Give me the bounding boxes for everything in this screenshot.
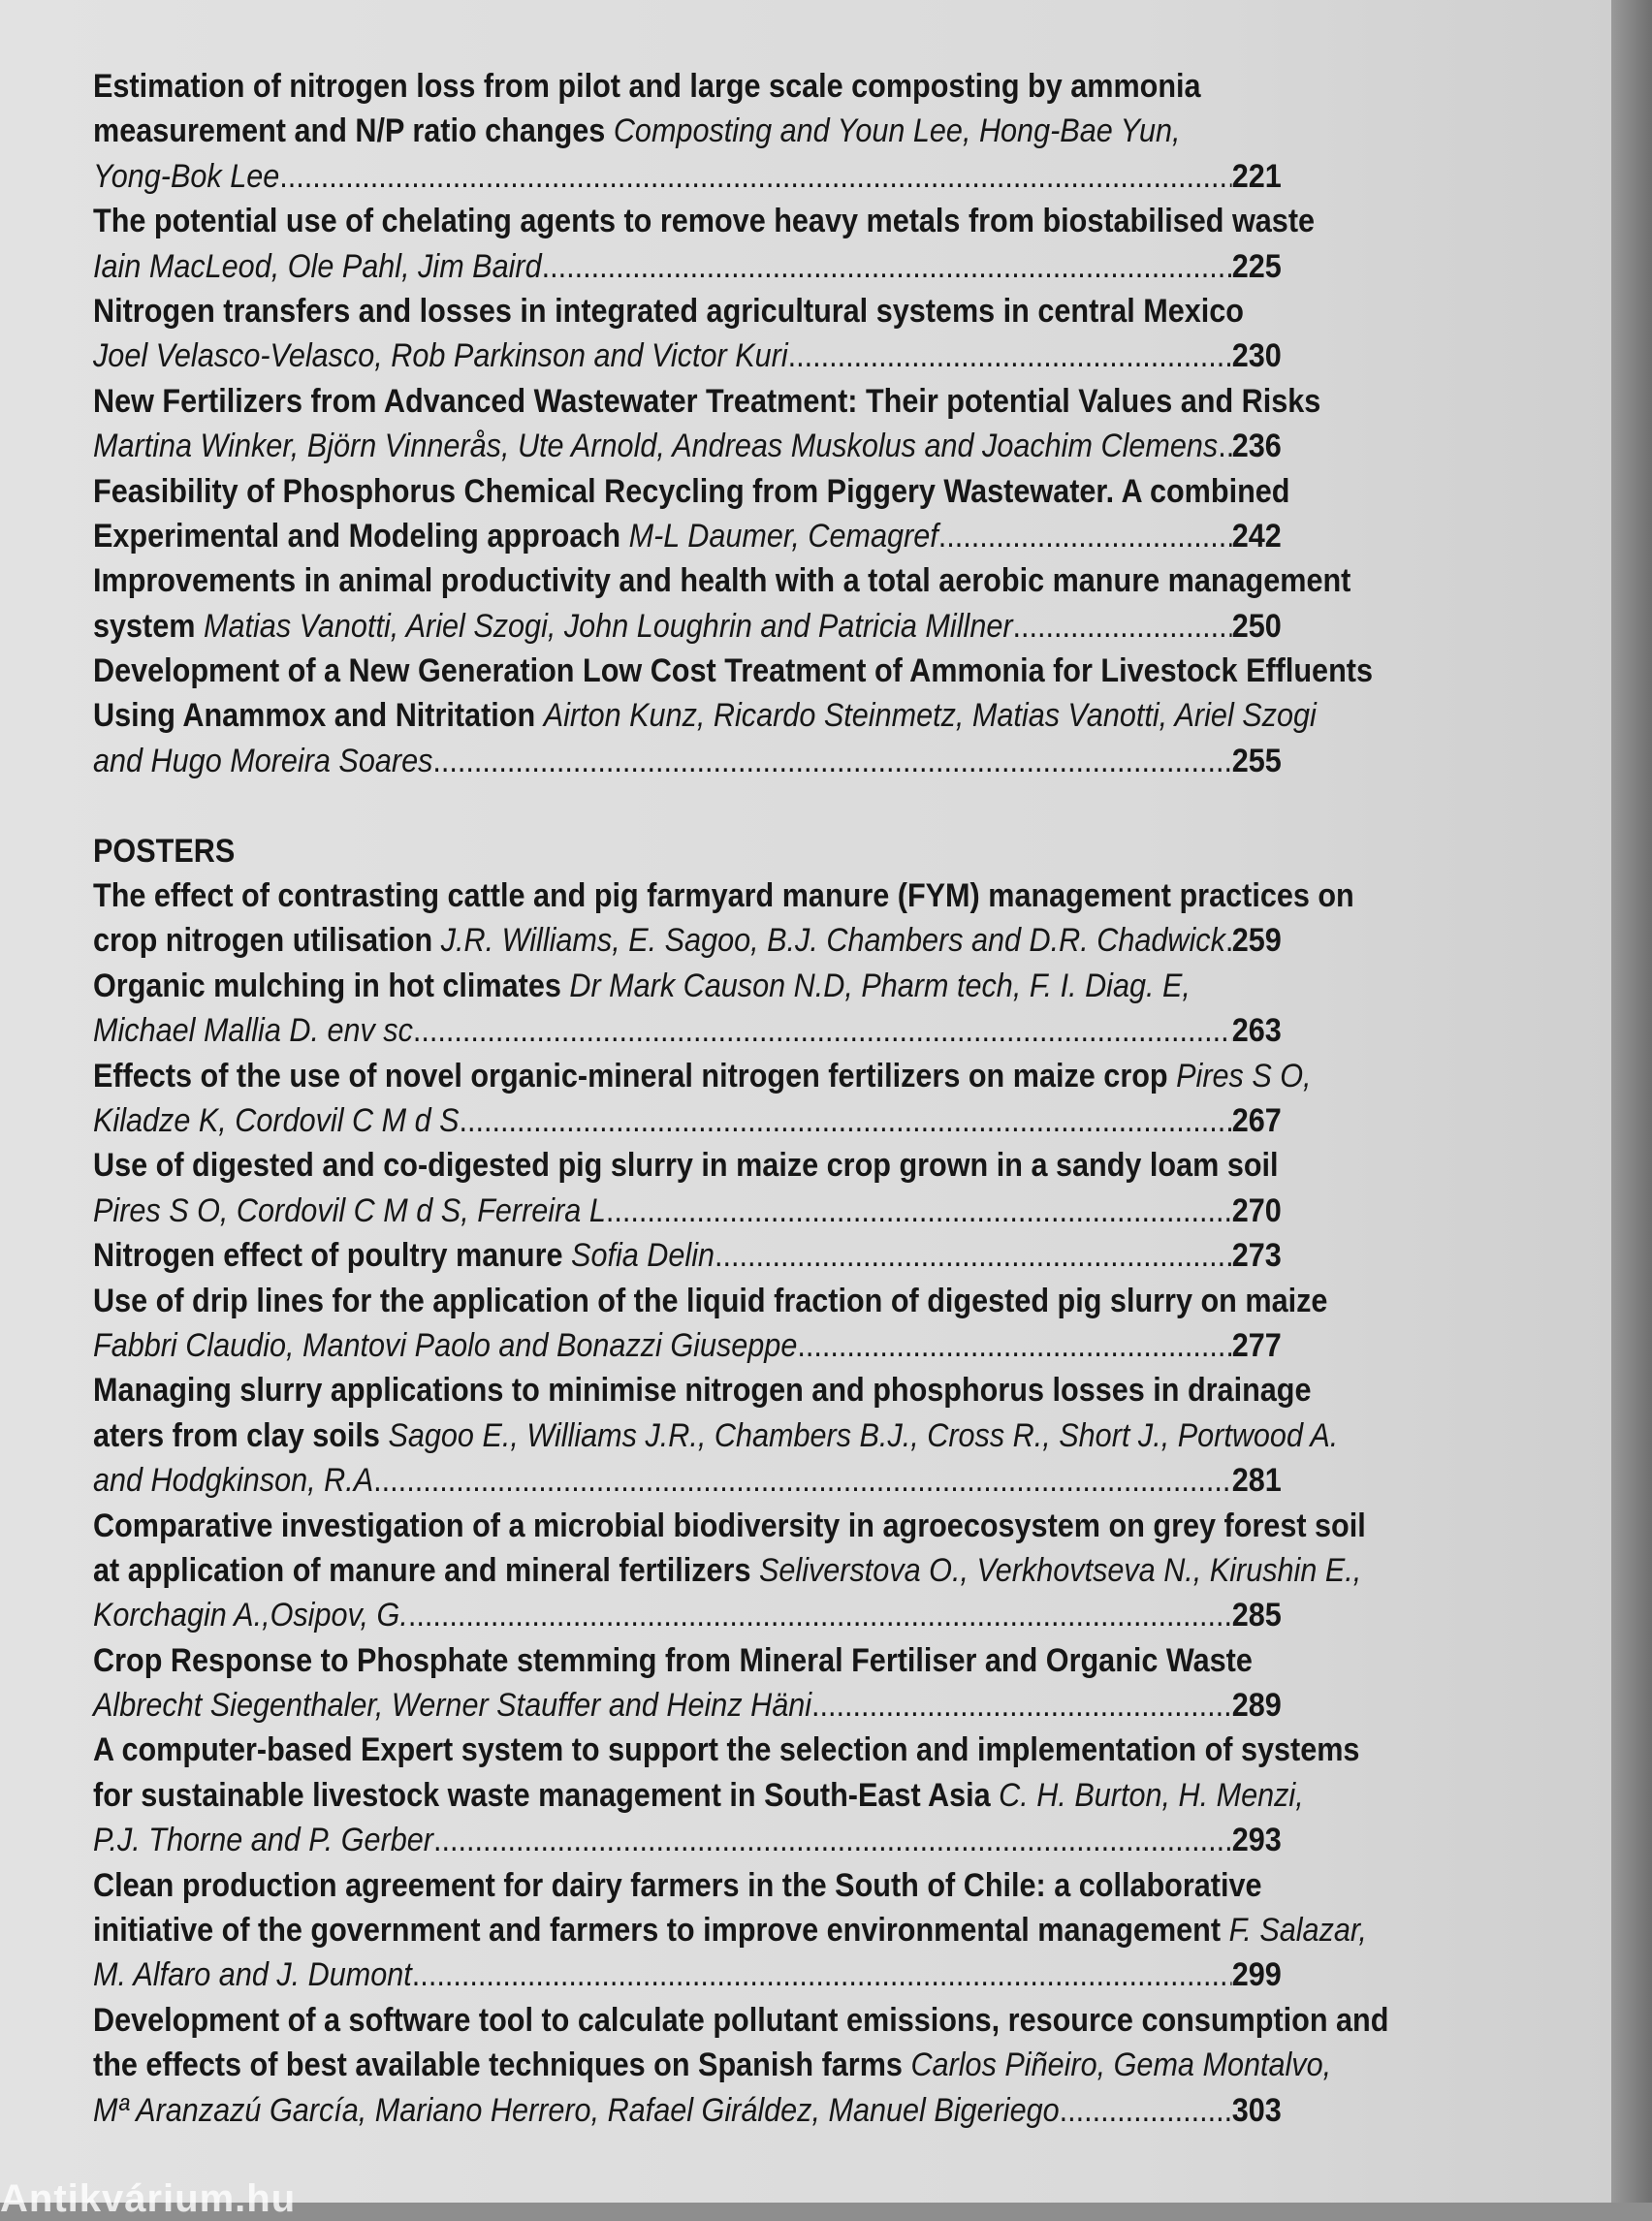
entry-title: Nitrogen transfers and losses in integrated agricultural systems in central Mexico (93, 292, 1244, 330)
entry-title: Managing slurry applications to minimise nitrogen and phosphorus losses in drainage (93, 1372, 1312, 1410)
toc-entry (93, 873, 1354, 964)
entry-authors: Sagoo E., Williams J.R., Chambers B.J., Cross R., Short J., Portwood A. (388, 1416, 1339, 1454)
entry-title-cont: at application of manure and mineral fertilizers (93, 1551, 751, 1589)
entry-title-cont: system (93, 607, 196, 645)
toc-entry (93, 1368, 1339, 1503)
entry-title: A computer-based Expert system to support the selection and implementation of systems (93, 1731, 1360, 1769)
page-number: 236 (1231, 428, 1282, 465)
entry-authors: Fabbri Claudio, Mantovi Paolo and Bonazzi Giuseppe (93, 1326, 798, 1364)
entry-title: Use of drip lines for the application of the liquid fraction of digested pig slurry on maize (93, 1282, 1328, 1319)
entry-title-cont: Using Anammox and Nitritation (93, 697, 536, 735)
dot-leader (279, 154, 1231, 199)
toc-entry (93, 1233, 1282, 1278)
toc-entry (93, 1143, 1282, 1233)
dot-leader (606, 1189, 1232, 1233)
entry-authors: Mª Aranzazú García, Mariano Herrero, Rafael Giráldez, Manuel Bigeriego (93, 2091, 1060, 2129)
dot-leader (938, 514, 1232, 558)
page-number: 221 (1231, 157, 1282, 195)
dot-leader (715, 1233, 1232, 1278)
entry-authors: Yong-Bok Lee (93, 157, 280, 195)
page-number: 270 (1231, 1191, 1282, 1229)
entry-title-cont: the effects of best available techniques on Spanish farms (93, 2046, 903, 2084)
toc-entry (93, 1279, 1328, 1369)
dot-leader (1013, 604, 1232, 649)
entry-authors: Dr Mark Causon N.D, Pharm tech, F. I. Diag. E, (569, 967, 1191, 1004)
toc-entry (93, 649, 1373, 783)
toc-entry (93, 1728, 1360, 1862)
watermark: Antikvárium.hu (0, 2177, 297, 2220)
entry-authors: Martina Winker, Björn Vinnerås, Ute Arnold, Andreas Muskolus and Joachim Clemens (93, 428, 1219, 465)
entry-title: Development of a New Generation Low Cost Treatment of Ammonia for Livestock Effluents (93, 652, 1373, 690)
entry-authors: Pires S O, Cordovil C M d S, Ferreira L (93, 1191, 606, 1229)
page-number: 285 (1231, 1597, 1282, 1634)
table-of-contents (93, 64, 1389, 2133)
entry-title: The potential use of chelating agents to remove heavy metals from biostabilised waste (93, 203, 1316, 240)
entry-authors: Albrecht Siegenthaler, Werner Stauffer and Heinz Häni (93, 1687, 812, 1725)
entry-authors: Airton Kunz, Ricardo Steinmetz, Matias Vanotti, Ariel Szogi (543, 697, 1317, 735)
toc-entry (93, 1863, 1367, 1998)
entry-authors: Kiladze K, Cordovil C M d S (93, 1101, 460, 1139)
page-number: 242 (1231, 517, 1282, 555)
dot-leader (1218, 424, 1232, 468)
entry-title: Effects of the use of novel organic-mineral nitrogen fertilizers on maize crop (93, 1057, 1168, 1095)
entry-authors: Iain MacLeod, Ole Pahl, Jim Baird (93, 247, 542, 285)
toc-entry (93, 469, 1290, 559)
entry-authors: Joel Velasco-Velasco, Rob Parkinson and Victor Kuri (93, 337, 788, 375)
entry-authors: Seliverstova O., Verkhovtseva N., Kirushin E., (758, 1551, 1362, 1589)
page-number: 293 (1231, 1822, 1282, 1859)
section-heading-posters: POSTERS (93, 832, 236, 870)
entry-authors: Composting and Youn Lee, Hong-Bae Yun, (613, 112, 1181, 150)
toc-entry (93, 964, 1282, 1054)
entry-title: Use of digested and co-digested pig slurry in maize crop grown in a sandy loam soil (93, 1147, 1279, 1185)
entry-title: Comparative investigation of a microbial biodiversity in agroecosystem on grey forest soil (93, 1507, 1366, 1544)
page-number: 225 (1231, 247, 1282, 285)
entry-title: Development of a software tool to calculate pollutant emissions, resource consumption and (93, 2001, 1389, 2039)
entry-title-cont: measurement and N/P ratio changes (93, 112, 606, 150)
dot-leader (413, 1008, 1232, 1053)
entry-authors: Korchagin A.,Osipov, G. (93, 1597, 408, 1634)
dot-leader (797, 1323, 1231, 1368)
entry-title: New Fertilizers from Advanced Wastewater Treatment: Their potential Values and Risks (93, 382, 1321, 420)
entry-authors: and Hodgkinson, R.A (93, 1462, 374, 1500)
entry-title: Improvements in animal productivity and health with a total aerobic manure management (93, 562, 1351, 600)
page-number: 263 (1231, 1012, 1282, 1050)
dot-leader (412, 1952, 1232, 1997)
entry-authors: and Hugo Moreira Soares (93, 742, 433, 779)
page-number: 299 (1231, 1956, 1282, 1994)
dot-leader (408, 1593, 1232, 1637)
entry-title: Feasibility of Phosphorus Chemical Recycling from Piggery Wastewater. A combined (93, 472, 1290, 510)
entry-title-cont: crop nitrogen utilisation (93, 922, 433, 960)
toc-entry (93, 1638, 1282, 1729)
entry-title: The effect of contrasting cattle and pig farmyard manure (FYM) management practices on (93, 877, 1354, 915)
entry-title: Estimation of nitrogen loss from pilot and large scale composting by ammonia (93, 68, 1201, 105)
entry-title-cont: for sustainable livestock waste management in South-East Asia (93, 1776, 991, 1814)
entry-title: Nitrogen effect of poultry manure (93, 1237, 563, 1275)
page-edge-shadow (1611, 0, 1652, 2203)
toc-entry (93, 1504, 1366, 1638)
entry-authors: Matias Vanotti, Ariel Szogi, John Loughrin and Patricia Millner (203, 607, 1013, 645)
entry-authors: Pires S O, (1176, 1057, 1312, 1095)
entry-authors: M. Alfaro and J. Dumont (93, 1956, 412, 1994)
entry-authors: Carlos Piñeiro, Gema Montalvo, (910, 2046, 1332, 2084)
entry-title: Organic mulching in hot climates (93, 967, 561, 1004)
toc-entry (93, 64, 1282, 199)
page-number: 250 (1231, 607, 1282, 645)
toc-entry (93, 558, 1351, 649)
entry-title-cont: Experimental and Modeling approach (93, 517, 621, 555)
dot-leader (433, 1818, 1232, 1862)
entry-title-cont: aters from clay soils (93, 1416, 380, 1454)
dot-leader (373, 1458, 1232, 1503)
page-number: 273 (1231, 1237, 1282, 1275)
page-number: 303 (1231, 2091, 1282, 2129)
dot-leader (788, 333, 1232, 378)
toc-entry (93, 1998, 1389, 2133)
entry-authors: Sofia Delin (571, 1237, 715, 1275)
toc-entry (93, 289, 1282, 379)
page-number: 277 (1231, 1326, 1282, 1364)
page-number: 255 (1231, 742, 1282, 779)
page-number: 281 (1231, 1462, 1282, 1500)
dot-leader (460, 1098, 1232, 1143)
page-number: 230 (1231, 337, 1282, 375)
entry-authors: F. Salazar, (1228, 1912, 1367, 1950)
page-number: 259 (1231, 922, 1282, 960)
page-number: 289 (1231, 1687, 1282, 1725)
entry-title: Clean production agreement for dairy farmers in the South of Chile: a collaborative (93, 1866, 1262, 1904)
entry-authors: P.J. Thorne and P. Gerber (93, 1822, 433, 1859)
dot-leader (432, 739, 1231, 783)
page-number: 267 (1231, 1101, 1282, 1139)
dot-leader (1060, 2088, 1232, 2133)
toc-entry (93, 1054, 1312, 1144)
toc-entry (93, 199, 1316, 289)
toc-entry (93, 379, 1321, 469)
dot-leader (542, 244, 1232, 289)
entry-authors: Michael Mallia D. env sc (93, 1012, 413, 1050)
dot-leader (1225, 918, 1232, 963)
entry-title-cont: initiative of the government and farmers to improve environmental management (93, 1912, 1222, 1950)
entry-authors: J.R. Williams, E. Sagoo, B.J. Chambers and D.R. Chadwick (440, 922, 1225, 960)
dot-leader (811, 1683, 1232, 1728)
entry-authors: C. H. Burton, H. Menzi, (999, 1776, 1304, 1814)
entry-authors: M-L Daumer, Cemagref (628, 517, 938, 555)
entry-title: Crop Response to Phosphate stemming from Mineral Fertiliser and Organic Waste (93, 1641, 1253, 1679)
